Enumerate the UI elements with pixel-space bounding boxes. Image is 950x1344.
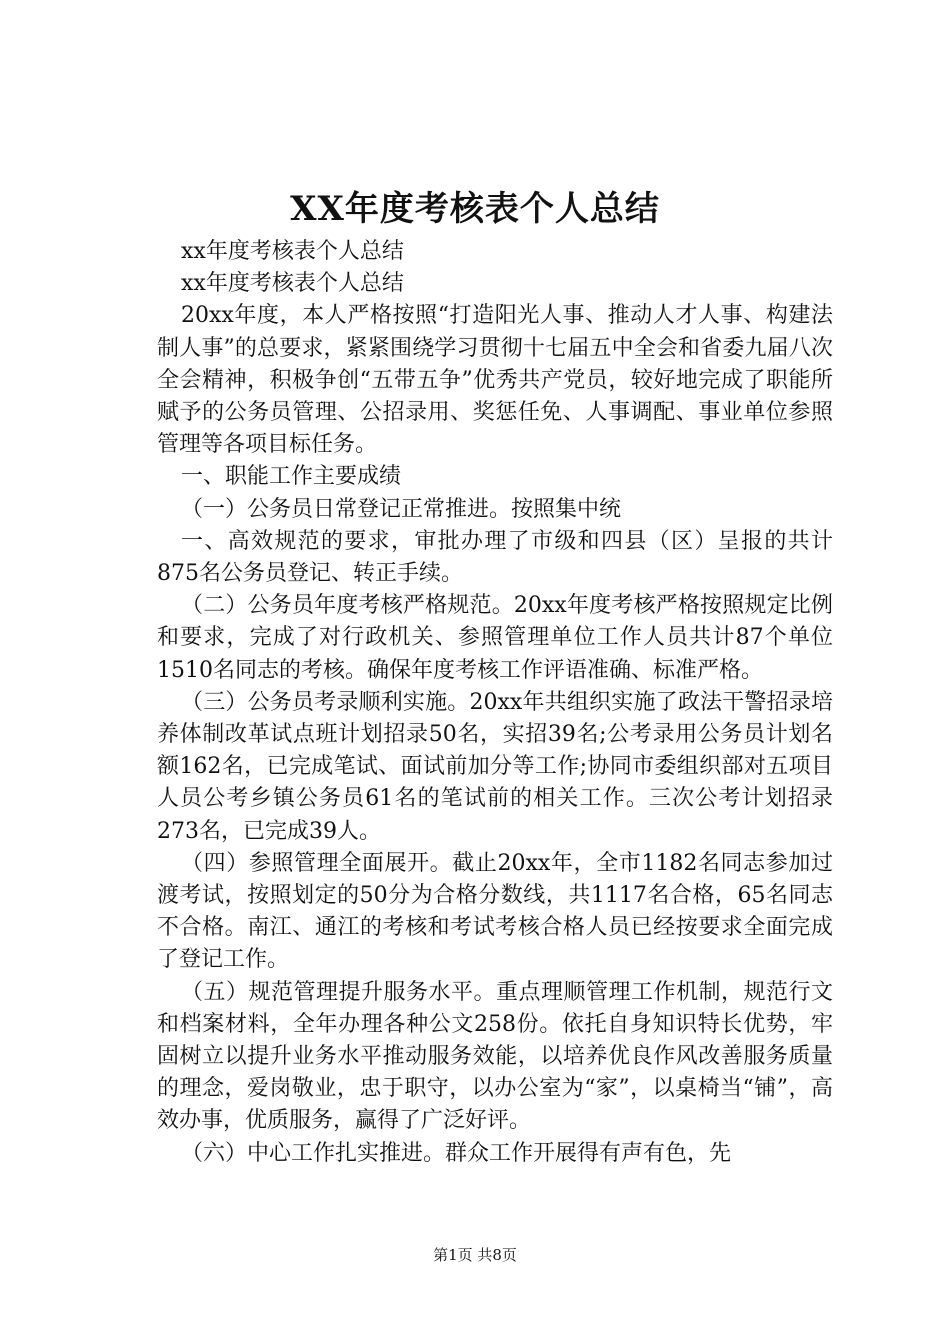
paragraph: （四）参照管理全面展开。截止20xx年，全市1182名同志参加过渡考试，按照划定的50分为合格分数线，共1117名合格，65名同志不合格。南江、通江的考核和考试考核合格人员已经按要求全面完成了登记工作。: [157, 850, 833, 973]
paragraph: （三）公务员考录顺利实施。20xx年共组织实施了政法干警招录培养体制改革试点班计划招录50名，实招39名;公考录用公务员计划名额162名，已完成笔试、面试前加分等工作;协同市委组织部对五项目人员公考乡镇公务员61名的笔试前的相关工作。三次公考计划招录273名，已完成39人。: [157, 689, 833, 844]
section-heading: 一、职能工作主要成绩: [181, 464, 402, 490]
paragraph: xx年度考核表个人总结: [181, 239, 404, 264]
document-body: [157, 236, 833, 1170]
paragraph: 一、高效规范的要求，审批办理了市级和四县（区）呈报的共计875名公务员登记、转正手续。: [157, 528, 833, 587]
page-footer: 第1页 共8页: [433, 1246, 517, 1264]
document-title: XX年度考核表个人总结: [290, 189, 660, 229]
paragraph: （一）公务员日常登记正常推进。按照集中统: [181, 496, 622, 522]
paragraph: （二）公务员年度考核严格规范。20xx年度考核严格按照规定比例和要求，完成了对行政机关、参照管理单位工作人员共计87个单位1510名同志的考核。确保年度考核工作评语准确、标准严格。: [157, 593, 833, 683]
paragraph: xx年度考核表个人总结: [181, 271, 404, 297]
paragraph: （六）中心工作扎实推进。群众工作开展得有声有色，先: [181, 1140, 732, 1166]
paragraph: （五）规范管理提升服务水平。重点理顺管理工作机制，规范行文和档案材料，全年办理各种公文258份。依托自身知识特长优势，牢固树立以提升业务水平推动服务效能，以培养优良作风改善服务质量的理念，爱岗敬业，忠于职守，以办公室为“家”，以桌椅当“铺”，高效办事，优质服务，赢得了广泛好评。: [157, 979, 833, 1134]
paragraph: 20xx年度，本人严格按照“打造阳光人事、推动人才人事、构建法制人事”的总要求，紧紧围绕学习贯彻十七届五中全会和省委九届八次全会精神，积极争创“五带五争”优秀共产党员，较好地完成了职能所赋予的公务员管理、公招录用、奖惩任免、人事调配、事业单位参照管理等各项目标任务。: [157, 303, 833, 458]
